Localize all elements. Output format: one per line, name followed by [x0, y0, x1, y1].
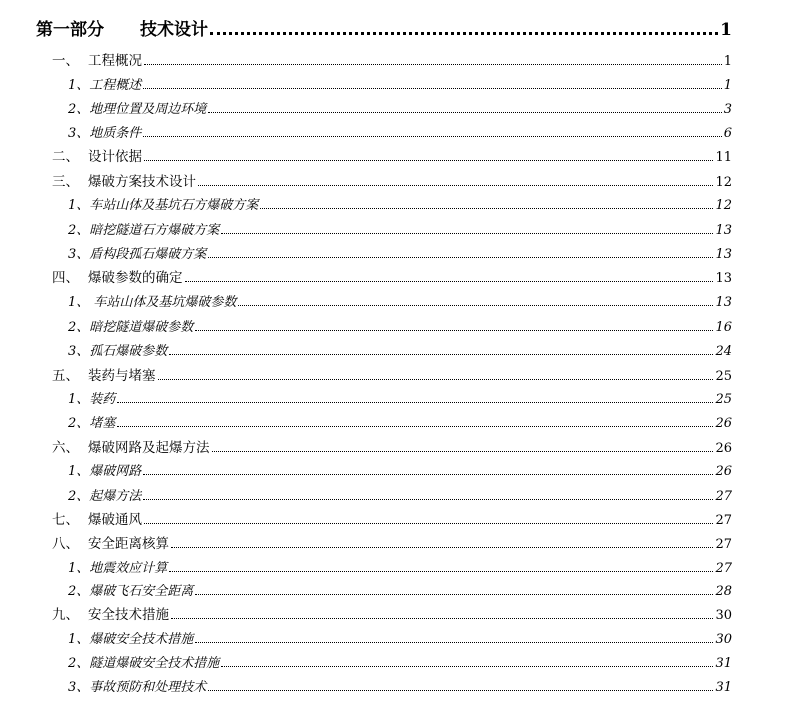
toc-entry-number: 2、 [68, 102, 90, 117]
toc-section-label [68, 243, 206, 262]
toc-entry-page: 31 [715, 680, 732, 695]
toc-entry-title: 盾构段孤石爆破方案 [89, 247, 207, 262]
toc-leader-dots [117, 402, 713, 403]
toc-chapter-row[interactable] [52, 437, 732, 456]
toc-chapter-label [52, 364, 156, 384]
toc-entry-title: 起爆方法 [89, 489, 142, 504]
toc-section-row[interactable] [68, 676, 732, 695]
toc-entry-page: 27 [715, 537, 732, 552]
toc-section-row[interactable] [68, 485, 732, 504]
toc-chapter-row[interactable] [52, 171, 732, 190]
toc-entry-number: 1、 [68, 295, 90, 310]
toc-entry-page: 1 [723, 78, 732, 93]
toc-entry-number: 1、 [68, 632, 90, 647]
toc-section-label [68, 74, 141, 93]
toc-section-row[interactable] [68, 628, 732, 647]
toc-section-row[interactable] [68, 557, 732, 576]
toc-entry-page: 26 [715, 416, 732, 431]
toc-section-label [68, 580, 193, 599]
toc-section-label [68, 676, 206, 695]
toc-entry-title: 堵塞 [89, 416, 116, 431]
toc-entry-page: 27 [715, 513, 732, 528]
toc-entry-title: 暗挖隧道石方爆破方案 [89, 223, 220, 238]
toc-chapter-label [52, 145, 142, 165]
toc-leader-dots [195, 594, 713, 595]
toc-part-title: 技术设计 [140, 20, 208, 40]
toc-chapter-label [52, 436, 210, 456]
toc-leader-dots [238, 305, 713, 306]
toc-section-label [68, 291, 236, 310]
toc-entry-page: 25 [715, 369, 732, 384]
toc-chapter-label [52, 603, 169, 623]
toc-leader-dots [171, 618, 713, 619]
toc-section-label [68, 98, 206, 117]
toc-section-row[interactable] [68, 291, 732, 310]
toc-section-label [68, 388, 115, 407]
toc-section-row[interactable] [68, 122, 732, 141]
toc-entry-title: 爆破安全技术措施 [89, 632, 194, 647]
toc-entry-number: 二、 [52, 149, 79, 165]
toc-section-row[interactable] [68, 388, 732, 407]
toc-leader-dots [195, 330, 713, 331]
toc-entry-number: 1、 [68, 198, 90, 213]
toc-entry-title: 装药 [89, 392, 116, 407]
toc-leader-dots [144, 160, 713, 161]
toc-entry-title: 爆破飞石安全距离 [89, 584, 194, 599]
toc-section-row[interactable] [68, 219, 732, 238]
toc-entry-title: 车站山体及基坑爆破参数 [89, 295, 237, 310]
toc-entry-page: 12 [715, 198, 732, 213]
toc-section-label [68, 219, 219, 238]
toc-entry-number: 2、 [68, 584, 90, 599]
toc-entry-page: 13 [715, 271, 732, 286]
toc-section-row[interactable] [68, 340, 732, 359]
toc-leader-dots [144, 523, 713, 524]
toc-entry-number: 3、 [68, 126, 90, 141]
toc-leader-dots [210, 32, 718, 35]
toc-entry-page: 16 [715, 320, 732, 335]
toc-entry-number: 3、 [68, 247, 90, 262]
toc-entry-title: 工程概述 [89, 78, 142, 93]
toc-entry-number: 2、 [68, 656, 90, 671]
toc-entry-number: 2、 [68, 416, 90, 431]
toc-section-row[interactable] [68, 652, 732, 671]
toc-entry-title: 隧道爆破安全技术措施 [89, 656, 220, 671]
toc-entry-number: 七、 [52, 512, 79, 528]
toc-entry-number: 1、 [68, 78, 90, 93]
toc-entry-page: 11 [715, 150, 732, 165]
toc-section-label [68, 194, 258, 213]
toc-entry-number: 四、 [52, 270, 79, 286]
toc-entry-title: 爆破网路及起爆方法 [88, 440, 210, 456]
toc-part-label [36, 15, 208, 40]
toc-leader-dots [143, 499, 713, 500]
toc-leader-dots [143, 88, 721, 89]
toc-entry-page: 12 [715, 175, 732, 190]
toc-leader-dots [208, 112, 721, 113]
toc-chapter-row[interactable] [52, 509, 732, 528]
toc-entry-page: 30 [715, 608, 732, 623]
toc-entry-title: 爆破参数的确定 [88, 270, 183, 286]
toc-leader-dots [158, 379, 714, 380]
toc-section-row[interactable] [68, 460, 732, 479]
toc-chapter-row[interactable] [52, 146, 732, 165]
toc-entry-title: 事故预防和处理技术 [89, 680, 207, 695]
toc-entry-title: 设计依据 [88, 149, 142, 165]
toc-entry-number: 八、 [52, 536, 79, 552]
toc-entry-number: 三、 [52, 174, 79, 190]
toc-entry-number: 九、 [52, 607, 79, 623]
toc-entry-title: 爆破网路 [89, 464, 142, 479]
toc-section-label [68, 628, 193, 647]
toc-entry-page: 6 [723, 126, 732, 141]
toc-leader-dots [195, 642, 713, 643]
toc-leader-dots [185, 281, 714, 282]
toc-leader-dots [117, 426, 713, 427]
toc-entry-title: 地震效应计算 [89, 561, 168, 576]
toc-leader-dots [143, 474, 713, 475]
toc-leader-dots [221, 233, 713, 234]
toc-entry-page: 25 [715, 392, 732, 407]
toc-part-page: 1 [720, 20, 732, 40]
toc-section-row[interactable] [68, 316, 732, 335]
toc-chapter-row[interactable] [52, 365, 732, 384]
toc-section-row[interactable] [68, 194, 732, 213]
toc-entry-page: 30 [715, 632, 732, 647]
toc-entry-number: 一、 [52, 53, 79, 69]
toc-part-row[interactable] [36, 14, 732, 40]
toc-entry-title: 安全距离核算 [88, 536, 169, 552]
toc-entry-number: 五、 [52, 368, 79, 384]
toc-chapter-row[interactable] [52, 533, 732, 552]
toc-entry-page: 24 [715, 344, 732, 359]
toc-entry-number: 六、 [52, 440, 79, 456]
toc-chapter-row[interactable] [52, 604, 732, 623]
toc-section-label [68, 557, 167, 576]
toc-chapter-label [52, 170, 196, 190]
toc-section-row[interactable] [68, 580, 732, 599]
toc-section-label [68, 485, 141, 504]
toc-leader-dots [221, 666, 713, 667]
toc-entry-title: 车站山体及基坑石方爆破方案 [89, 198, 259, 213]
toc-entry-page: 28 [715, 584, 732, 599]
toc-section-label [68, 460, 141, 479]
toc-section-label [68, 652, 219, 671]
toc-entry-page: 31 [715, 656, 732, 671]
toc-entry-number: 2、 [68, 223, 90, 238]
toc-entry-title: 工程概况 [88, 53, 142, 69]
toc-entry-number: 3、 [68, 344, 90, 359]
toc-entry-title: 爆破通风 [88, 512, 142, 528]
toc-entry-number: 3、 [68, 680, 90, 695]
toc-entry-title: 孤石爆破参数 [89, 344, 168, 359]
toc-chapter-label [52, 266, 183, 286]
toc-chapter-row[interactable] [52, 50, 732, 69]
toc-entry-title: 地理位置及周边环境 [89, 102, 207, 117]
toc-entry-page: 26 [715, 441, 732, 456]
toc-part-prefix: 第一部分 [36, 20, 104, 40]
toc-leader-dots [208, 690, 713, 691]
toc-entry-page: 13 [715, 247, 732, 262]
toc-section-label [68, 122, 141, 141]
toc-section-label [68, 316, 193, 335]
toc-entry-page: 26 [715, 464, 732, 479]
toc-leader-dots [212, 451, 714, 452]
toc-entry-title: 暗挖隧道爆破参数 [89, 320, 194, 335]
toc-entry-title: 安全技术措施 [88, 607, 169, 623]
toc-leader-dots [143, 136, 721, 137]
toc-entry-page: 1 [723, 54, 732, 69]
toc-section-row[interactable] [68, 98, 732, 117]
toc-chapter-row[interactable] [52, 267, 732, 286]
toc-section-label [68, 412, 115, 431]
toc-chapter-label [52, 49, 142, 69]
toc-entry-title: 地质条件 [89, 126, 142, 141]
toc-entry-title: 装药与堵塞 [88, 368, 156, 384]
toc-leader-dots [171, 547, 713, 548]
toc-entry-number: 1、 [68, 561, 90, 576]
toc-entry-page: 13 [715, 223, 732, 238]
toc-entry-page: 3 [723, 102, 732, 117]
toc-leader-dots [260, 208, 713, 209]
toc-leader-dots [169, 354, 713, 355]
toc-entry-title: 爆破方案技术设计 [88, 174, 196, 190]
toc-section-row[interactable] [68, 243, 732, 262]
toc-entry-number: 2、 [68, 489, 90, 504]
toc-leader-dots [169, 571, 713, 572]
toc-chapter-label [52, 532, 169, 552]
toc-section-row[interactable] [68, 412, 732, 431]
toc-section-row[interactable] [68, 74, 732, 93]
toc-entry-number: 1、 [68, 464, 90, 479]
toc-section-label [68, 340, 167, 359]
toc-chapter-label [52, 508, 142, 528]
toc-leader-dots [198, 185, 713, 186]
toc-leader-dots [144, 64, 722, 65]
toc-entry-number: 1、 [68, 392, 90, 407]
toc-entry-page: 27 [715, 561, 732, 576]
toc-entry-page: 27 [715, 489, 732, 504]
toc-entry-number: 2、 [68, 320, 90, 335]
toc-leader-dots [208, 257, 713, 258]
toc-entry-page: 13 [715, 295, 732, 310]
